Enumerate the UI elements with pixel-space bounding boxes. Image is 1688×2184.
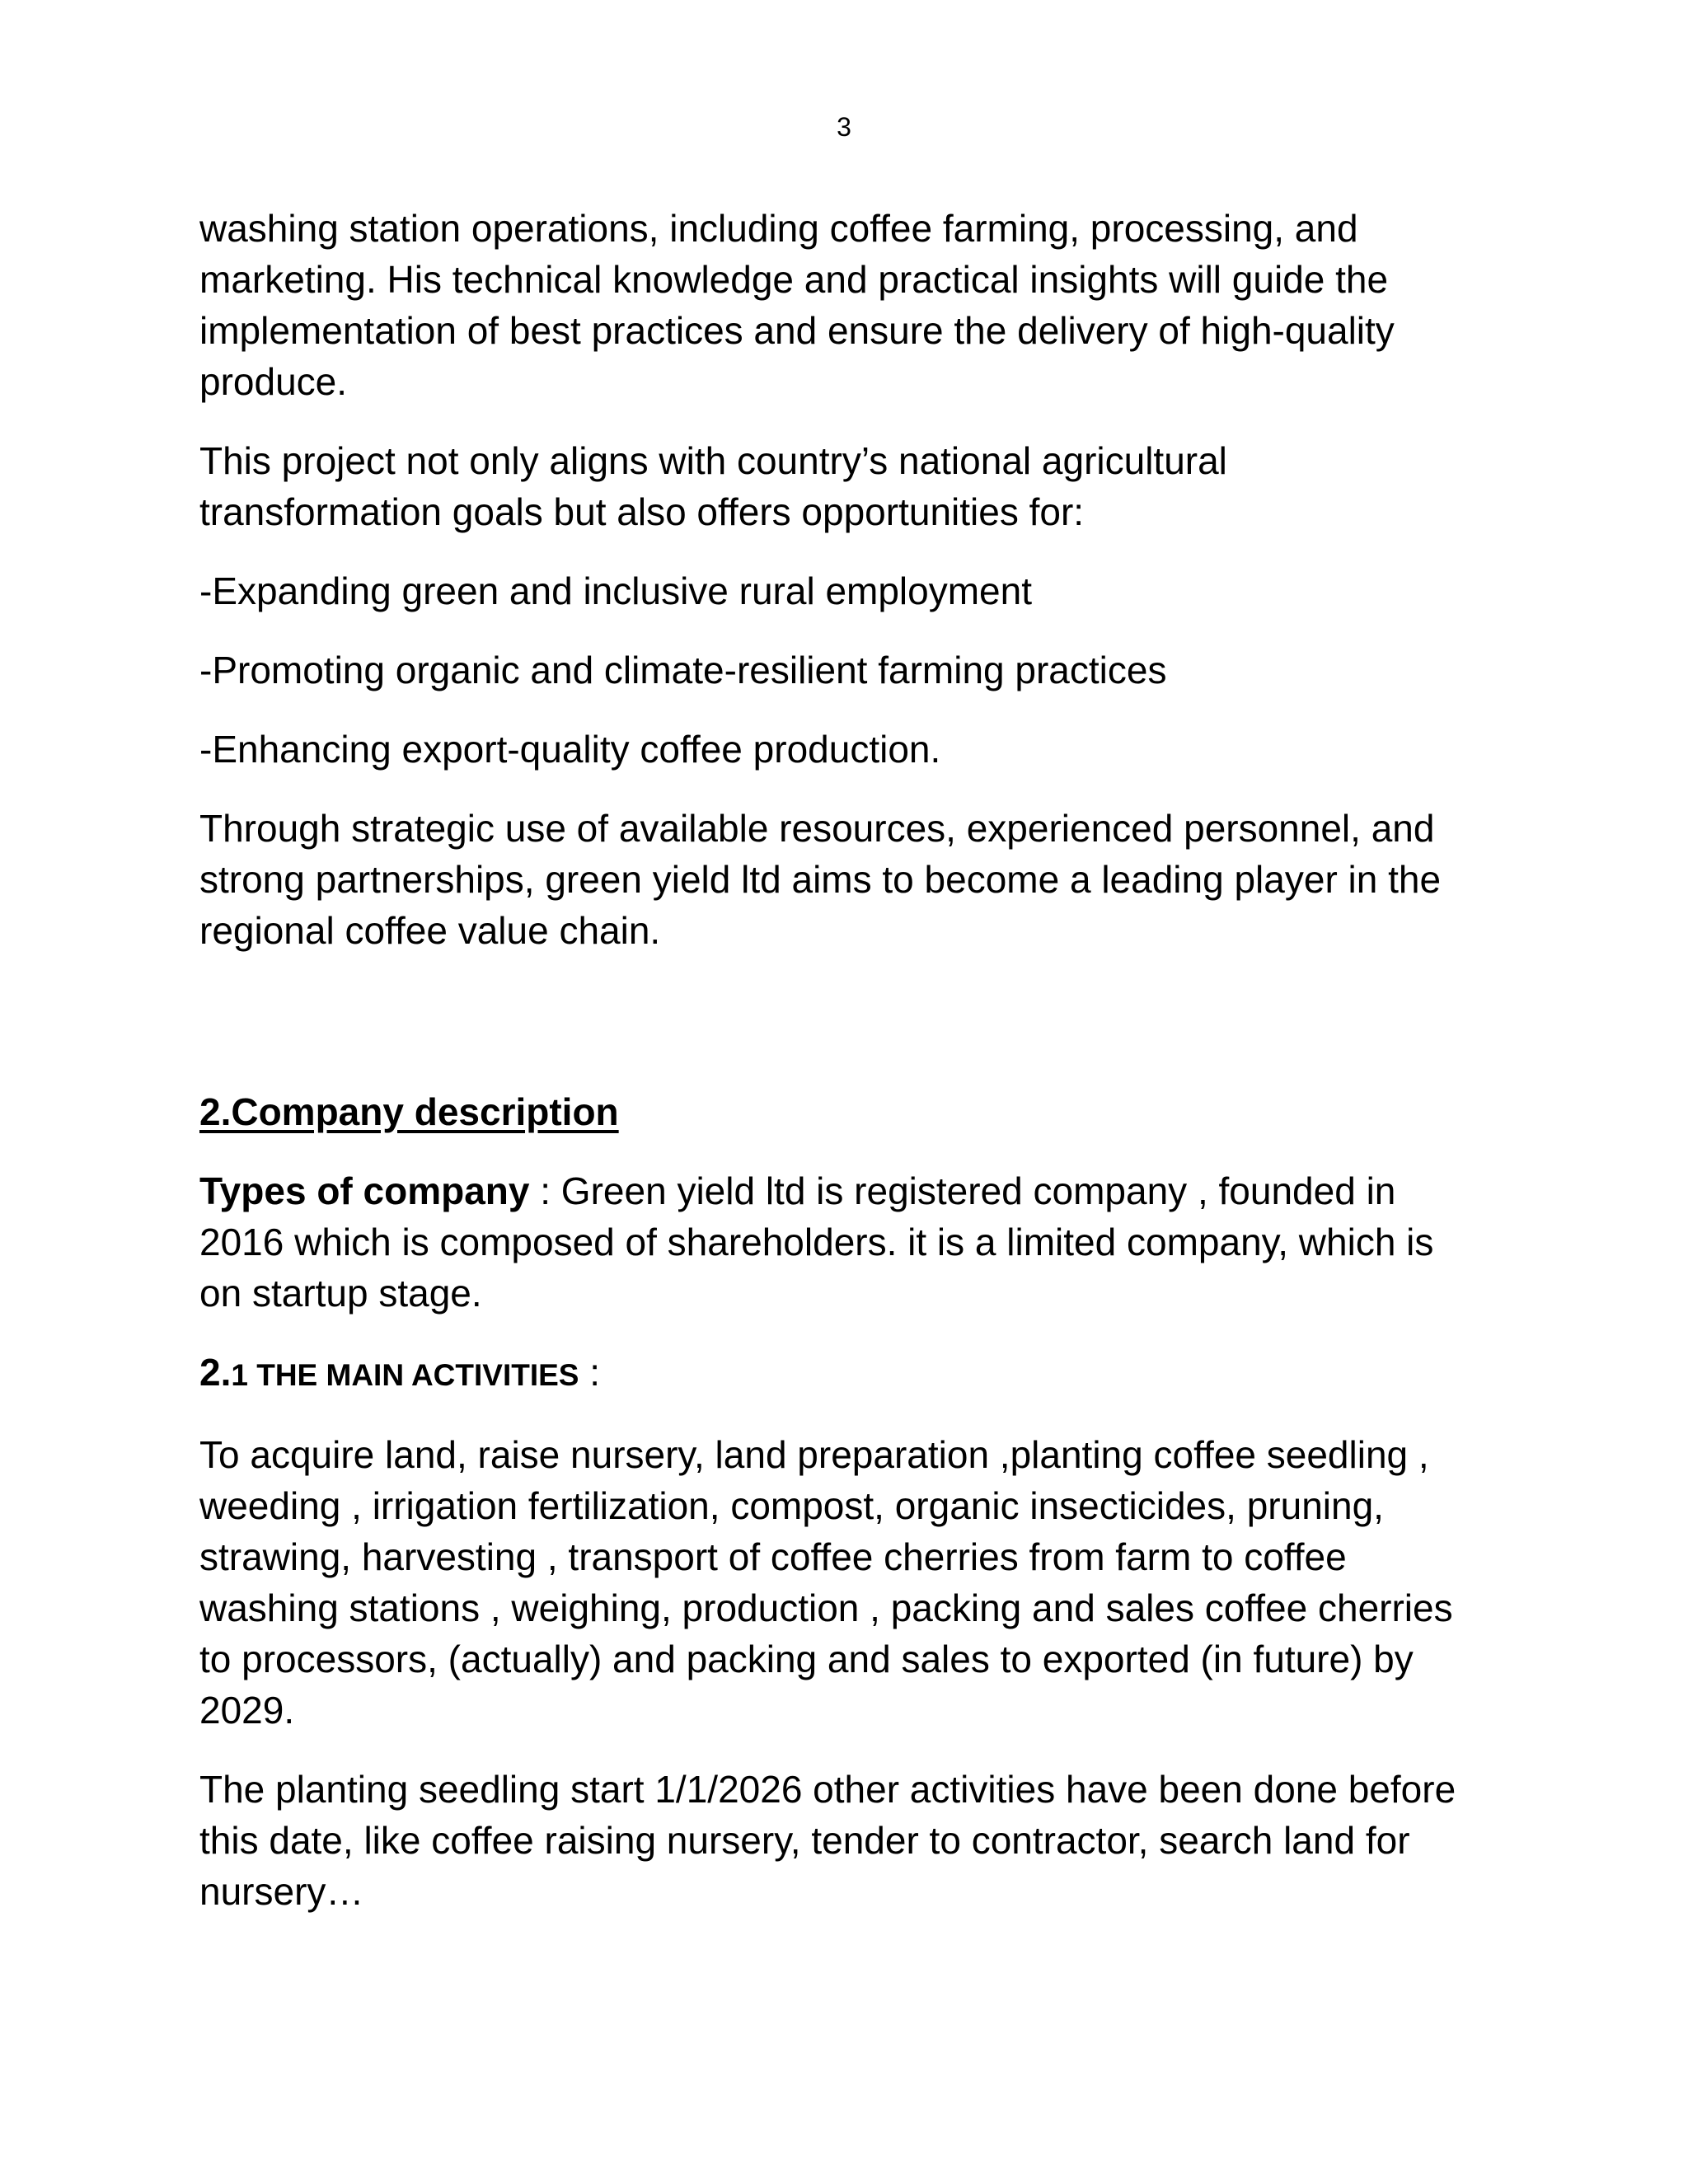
activities-paragraph: To acquire land, raise nursery, land preparation ,planting coffee seedling , weeding , irrigation fertilization, compost, organic insecticides, pruning, strawing, harvesting , transport of coffee cherries from farm to coffee washing stations , weighing, production , packing and sales coffee cherries to processors, (actually) and packing and sales to exported (in future) by 2029. [199, 1433, 1453, 1732]
document-body [199, 203, 1518, 1917]
opportunity-item: -Enhancing export-quality coffee production. [199, 728, 941, 771]
intro-paragraph-2: This project not only aligns with country’s national agricultural transformation goals but also offers opportunities for: [199, 439, 1227, 533]
company-type-label: Types of company [199, 1169, 530, 1212]
intro-paragraph-3: Through strategic use of available resources, experienced personnel, and strong partnerships, green yield ltd aims to become a leading player in the regional coffee value chain. [199, 807, 1442, 952]
subsection-number: 2. [199, 1351, 232, 1394]
subsection-heading-main-activities [199, 1347, 1518, 1401]
page-number: 3 [837, 112, 851, 142]
subsection-colon: : [579, 1351, 601, 1394]
intro-paragraph-1: washing station operations, including coffee farming, processing, and marketing. His technical knowledge and practical insights will guide the implementation of best practices and ensure the delivery of high-quality produce. [199, 207, 1395, 403]
planting-paragraph: The planting seedling start 1/1/2026 other activities have been done before this date, like coffee raising nursery, tender to contractor, search land for nursery… [199, 1768, 1456, 1913]
opportunity-item: -Promoting organic and climate-resilient farming practices [199, 649, 1167, 691]
opportunity-item: -Expanding green and inclusive rural employment [199, 569, 1033, 612]
company-type-text: : Green yield ltd is registered company , founded in 2016 which is composed of shareholders. it is a limited company, which is on startup stage. [199, 1169, 1434, 1315]
subsection-title: 1 THE MAIN ACTIVITIES [231, 1358, 579, 1392]
section-heading-company-description: 2.Company description [199, 1090, 619, 1133]
company-type-paragraph [199, 1165, 1518, 1319]
